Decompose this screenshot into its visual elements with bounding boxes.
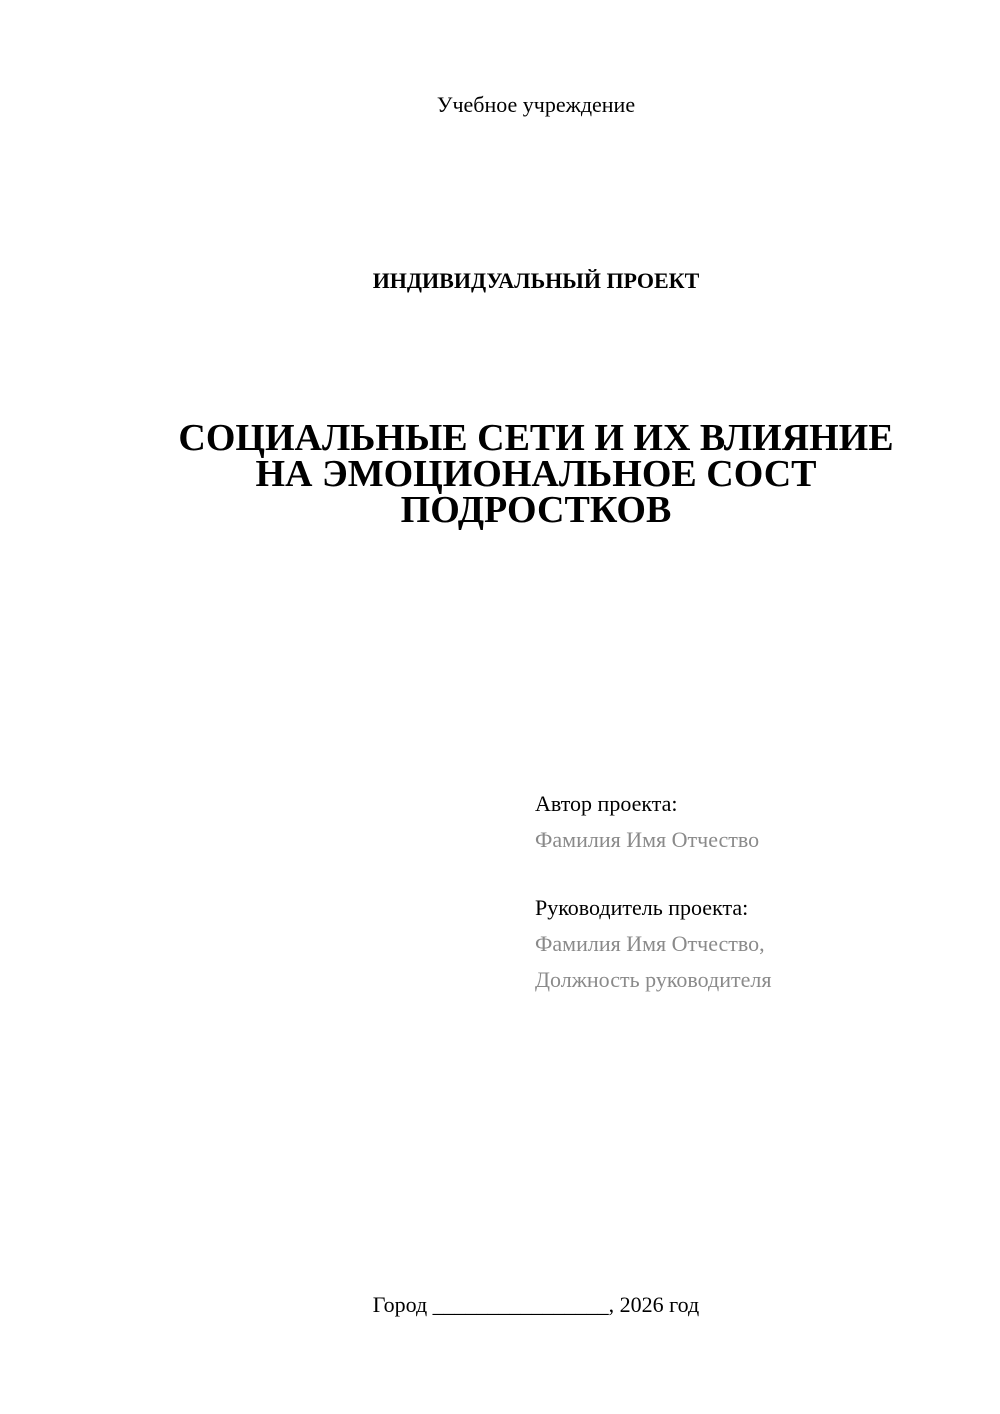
supervisor-block: [535, 890, 975, 998]
supervisor-position: Должность руководителя: [535, 967, 772, 992]
project-title-line-2: НА ЭМОЦИОНАЛЬНОЕ СОСТ: [255, 453, 817, 495]
author-label: Автор проекта:: [535, 791, 678, 816]
project-title: [72, 417, 1000, 531]
supervisor-name: Фамилия Имя Отчество,: [535, 931, 765, 956]
author-name: Фамилия Имя Отчество: [535, 827, 760, 852]
project-title-line-3: ПОДРОСТКОВ: [400, 489, 672, 531]
project-type-heading: ИНДИВИДУАЛЬНЫЙ ПРОЕКТ: [372, 268, 700, 293]
city-year-footer: Город ________________, 2026 год: [372, 1292, 700, 1317]
project-title-line-1: СОЦИАЛЬНЫЕ СЕТИ И ИХ ВЛИЯНИЕ: [178, 417, 894, 459]
author-block: [535, 786, 975, 858]
supervisor-label: Руководитель проекта:: [535, 895, 749, 920]
institution-name: Учебное учреждение: [436, 92, 636, 117]
